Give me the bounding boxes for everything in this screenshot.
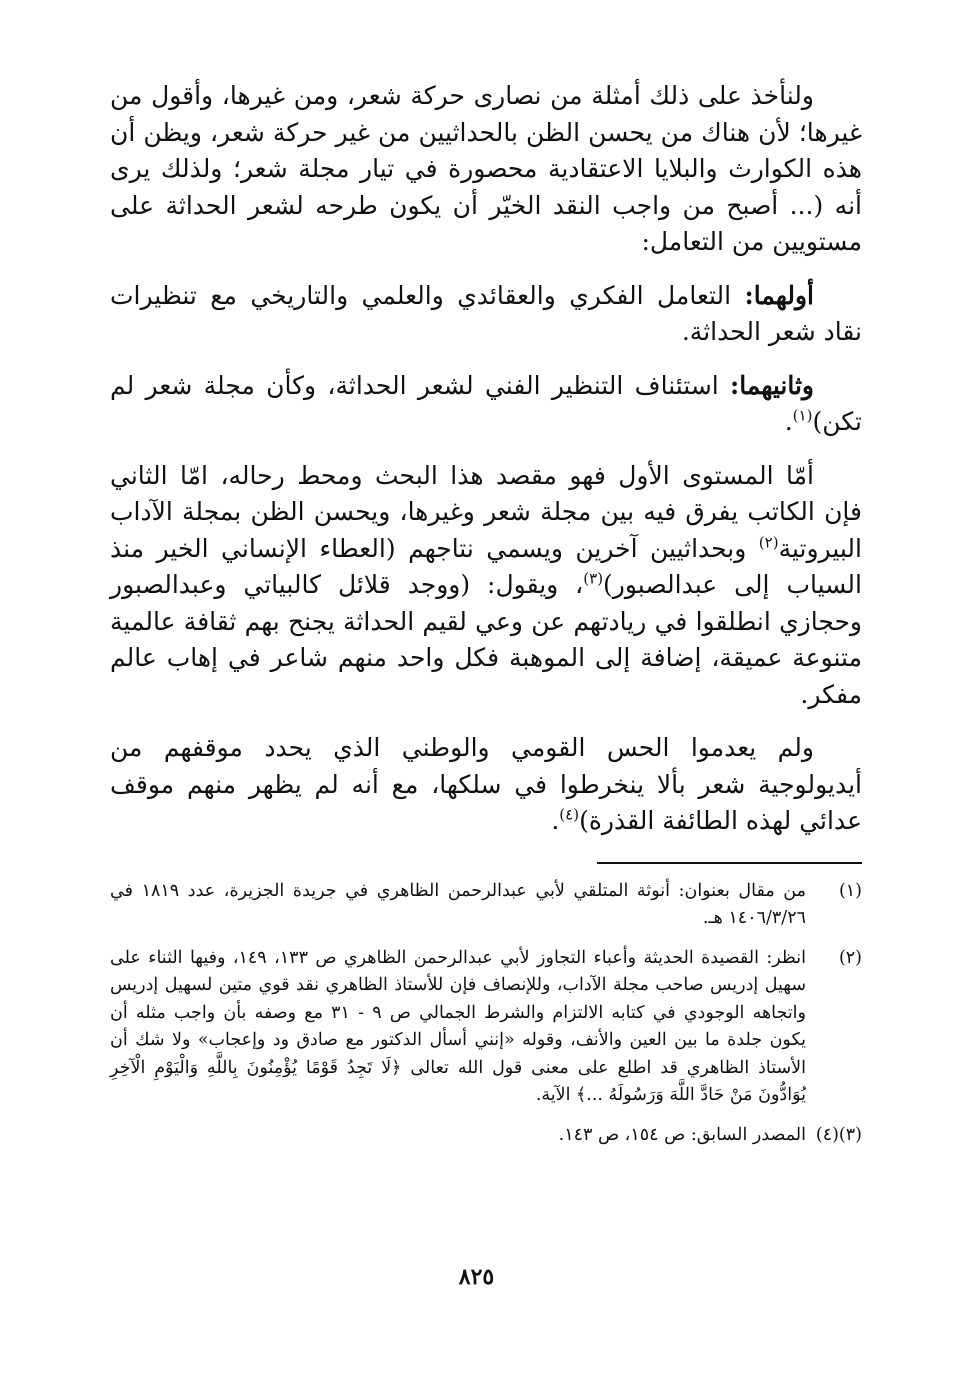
paragraph-1-text: ولنأخذ على ذلك أمثلة من نصارى حركة شعر، ومن غيرها، وأقول من غيرها؛ لأن هناك من يحسن الظن بالحداثيين من غير حركة شعر، ويظن أن هذه الكوارث والبلايا الاعتقادية محصورة في تيار مجلة شعر؛ ولذلك يرى أنه (... أصبح من واجب النقد الخيّر أن يكون طرحه لشعر الحداثة على مستويين من التعامل:	[110, 81, 862, 256]
paragraph-2-lead: أولهما:	[744, 280, 814, 310]
footnote-1-text: من مقال بعنوان: أنوثة المتلقي لأبي عبدالرحمن الظاهري في جريدة الجزيرة، عدد ١٨١٩ في ١٤٠٦/٣/٢٦ هـ.	[110, 880, 806, 928]
page-body	[110, 78, 862, 1161]
footnote-ref-4: (٤)	[559, 805, 580, 824]
footnote-2	[110, 945, 862, 1110]
paragraph-2-text: التعامل الفكري والعقائدي والعلمي والتاريخي مع تنظيرات نقاد شعر الحداثة.	[110, 280, 862, 346]
paragraph-4-part3: ، ويقول: (ووجد قلائل كالبياتي وعبدالصبور وحجازي انطلقوا في ريادتهم عن وعي لقيم الحداثة يجنح بهم ثقافة عالمية متنوعة عميقة، إضافة إلى الموهبة فكل واحد منهم شاعر في إهاب عالم مفكر.	[110, 570, 862, 709]
paragraph-5-text: ولم يعدموا الحس القومي والوطني الذي يحدد موقفهم من أيديولوجية شعر بألا ينخرطوا في سلكها، مع أنه لم يظهر منهم موقف عدائي لهذه الطائفة القذرة)	[110, 733, 862, 835]
paragraph-3	[110, 368, 862, 441]
footnote-ref-3: (٣)	[583, 569, 604, 588]
paragraph-4-part2: وبحداثيين آخرين ويسمي نتاجهم (العطاء الإنساني الخير منذ السياب إلى عبدالصبور)	[110, 533, 863, 599]
paragraph-5-tail: .	[551, 806, 560, 835]
footnote-1	[110, 878, 862, 933]
footnote-1-number: (١)	[838, 880, 862, 901]
footnote-3	[110, 1122, 862, 1150]
paragraph-3-text: استئناف التنظير الفني لشعر الحداثة، وكأن مجلة شعر لم تكن)	[110, 370, 862, 436]
paragraph-1	[110, 78, 862, 261]
footnote-divider	[597, 862, 862, 864]
footnote-3-number: (٣)(٤)	[815, 1124, 862, 1145]
paragraph-3-lead: وثانيهما:	[730, 370, 814, 400]
paragraph-5	[110, 730, 862, 840]
footnote-3-text: المصدر السابق: ص ١٥٤، ص ١٤٣.	[558, 1124, 806, 1145]
footnote-ref-1: (١)	[792, 406, 813, 425]
footnote-2-number: (٢)	[838, 947, 862, 968]
paragraph-2	[110, 278, 862, 351]
footnote-2-text: انظر: القصيدة الحديثة وأعباء التجاوز لأبي عبدالرحمن الظاهري ص ١٣٣، ١٤٩، وفيها الثناء على سهيل إدريس صاحب مجلة الآداب، وللإنصاف فإن للأستاذ الظاهري نقد قوي متين لسهيل إدريس واتجاهه الوجودي في كتابه الالتزام والشرط الجمالي ص ٩ - ٣١ مع وصفه بأن واجب مثله أن يكون جلدة ما بين العين والأنف، وقوله «إنني أسأل الدكتور مع صادق ود وإعجاب» ولا شك أن الأستاذ الظاهري قد اطلع على معنى قول الله تعالى ﴿لَا تَجِدُ قَوْمًا يُؤْمِنُونَ بِاللَّهِ وَالْيَوْمِ الْآخِرِ يُوَادُّونَ مَنْ حَادَّ اللَّهَ وَرَسُولَهُ ...﴾ الآية.	[110, 947, 806, 1105]
footnote-ref-2: (٢)	[758, 533, 779, 552]
page-number: ٨٢٥	[458, 1264, 495, 1290]
paragraph-4-part1: أمّا المستوى الأول فهو مقصد هذا البحث ومحط رحاله، امّا الثاني فإن الكاتب يفرق فيه بين مجلة شعر وغيرها، ويحسن الظن بمجلة الآداب البيروتية	[110, 460, 862, 563]
paragraph-4	[110, 458, 862, 714]
paragraph-3-tail: .	[784, 407, 793, 436]
